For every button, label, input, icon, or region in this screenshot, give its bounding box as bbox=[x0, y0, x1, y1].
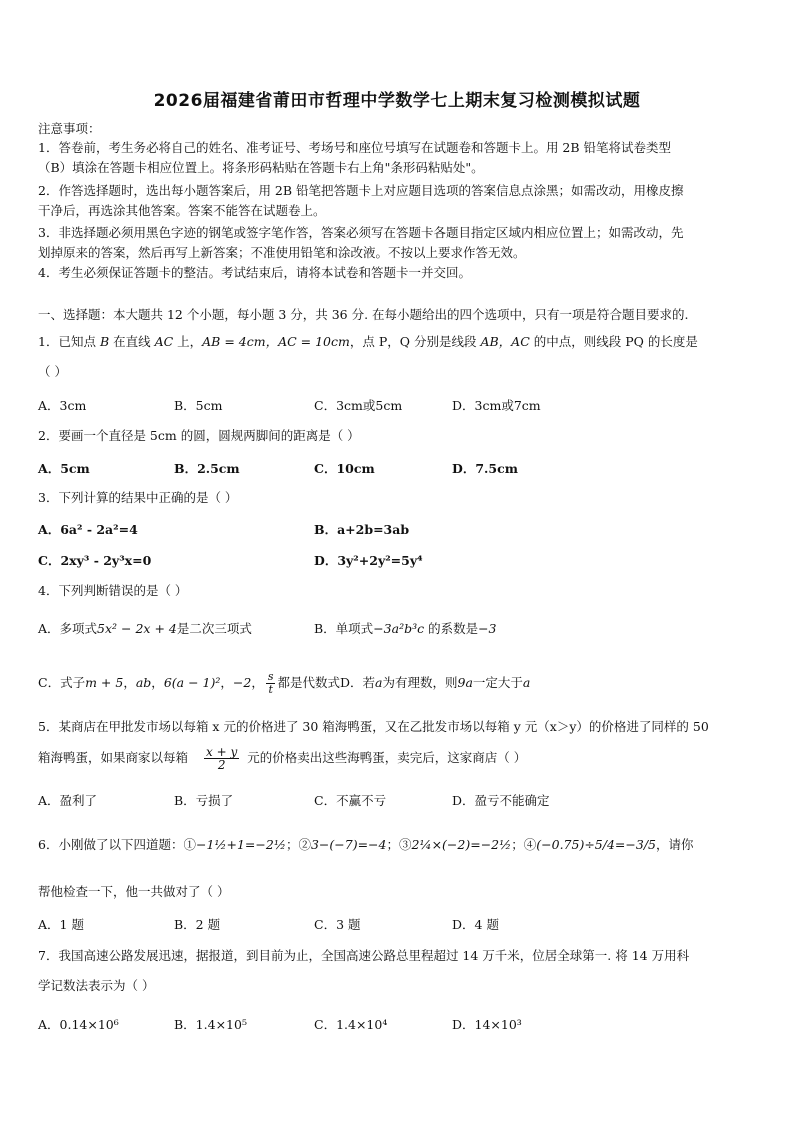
option-a[interactable]: A．1 题 bbox=[38, 917, 84, 932]
question-1-options bbox=[38, 396, 760, 416]
option-c[interactable]: C．10cm bbox=[314, 461, 375, 476]
question-5-options bbox=[38, 791, 760, 811]
question-4-options-row2 bbox=[38, 667, 760, 697]
question-7-options bbox=[38, 1015, 760, 1035]
option-a[interactable]: A．0.14×10⁶ bbox=[38, 1017, 119, 1032]
notice-line: 3．非选择题必须用黑色字迹的钢笔或签字笔作答，答案必须写在答题卡各题目指定区域内相应位置上；如需改动，先 bbox=[38, 225, 684, 240]
question-4-stem: 4．下列判断错误的是（ ） bbox=[38, 583, 188, 598]
question-6-line2: 帮他检查一下，他一共做对了（ ） bbox=[38, 884, 230, 899]
section-heading: 一、选择题：本大题共 12 个小题，每小题 3 分，共 36 分. 在每小题给出的四个选项中，只有一项是符合题目要求的. bbox=[38, 307, 689, 322]
option-b[interactable]: B．单项式−3a²b³c 的系数是−3 bbox=[314, 621, 497, 636]
question-2-stem: 2．要画一个直径是 5cm 的圆，圆规两脚间的距离是（ ） bbox=[38, 428, 360, 443]
option-a[interactable]: A．6a² - 2a²=4 bbox=[38, 522, 138, 537]
notice-heading: 注意事项： bbox=[38, 121, 101, 136]
page-title: 2026届福建省莆田市哲理中学数学七上期末复习检测模拟试题 bbox=[153, 91, 641, 111]
notice-line: 1．答卷前，考生务必将自己的姓名、准考证号、考场号和座位号填写在试题卷和答题卡上。用 2B 铅笔将试卷类型 bbox=[38, 140, 672, 155]
notice-line: 干净后，再选涂其他答案。答案不能答在试题卷上。 bbox=[38, 203, 326, 218]
option-d[interactable]: D．3y²+2y²=5y⁴ bbox=[314, 553, 423, 568]
option-b[interactable]: B．2.5cm bbox=[174, 461, 240, 476]
option-c[interactable]: C．式子m + 5，ab，6(a − 1)²，−2， $\frac{s}{t}$ 都是代数式D．若a为有理数，则9a一定大于a bbox=[38, 670, 531, 696]
option-c[interactable]: C．3 题 bbox=[314, 917, 361, 932]
option-c[interactable]: C．3cm或5cm bbox=[314, 398, 403, 413]
option-d[interactable]: D．盈亏不能确定 bbox=[452, 793, 550, 808]
option-d[interactable]: D．14×10³ bbox=[452, 1017, 522, 1032]
option-d[interactable]: D．若a为有理数，则9a一定大于a bbox=[340, 675, 531, 690]
notice-line: 4．考生必须保证答题卡的整洁。考试结束后，请将本试卷和答题卡一并交回。 bbox=[38, 265, 471, 280]
question-7-line2: 学记数法表示为（ ） bbox=[38, 978, 155, 993]
question-1-paren: （ ） bbox=[38, 364, 67, 379]
question-3-options-row2 bbox=[38, 551, 760, 571]
question-2-options bbox=[38, 459, 760, 479]
option-c[interactable]: C．1.4×10⁴ bbox=[314, 1017, 388, 1032]
question-7-line1: 7．我国高速公路发展迅速，据报道，到目前为止，全国高速公路总里程超过 14 万千米，位居全球第一. 将 14 万用科 bbox=[38, 948, 690, 963]
option-b[interactable]: B．1.4×10⁵ bbox=[174, 1017, 247, 1032]
option-b[interactable]: B．a+2b=3ab bbox=[314, 522, 410, 537]
option-a[interactable]: A．多项式5x² − 2x + 4是二次三项式 bbox=[38, 621, 252, 636]
option-c[interactable]: C．2xy³ - 2y³x=0 bbox=[38, 553, 152, 568]
question-1-stem: 1．已知点 B 在直线 AC 上，AB = 4cm，AC = 10cm，点 P，Q 分别是线段 AB，AC 的中点，则线段 PQ 的长度是 bbox=[38, 334, 698, 349]
option-c[interactable]: C．不赢不亏 bbox=[314, 793, 387, 808]
question-5-line1: 5．某商店在甲批发市场以每箱 x 元的价格进了 30 箱海鸭蛋，又在乙批发市场以每箱 y 元（x＞y）的价格进了同样的 50 bbox=[38, 719, 709, 734]
question-5-line2: 箱海鸭蛋，如果商家以每箱 $\frac{x + y}{2}$ 元的价格卖出这些海鸭蛋，卖完后，这家商店（ ） bbox=[38, 745, 527, 772]
option-d[interactable]: D．3cm或7cm bbox=[452, 398, 541, 413]
notice-line: 划掉原来的答案，然后再写上新答案；不准使用铅笔和涂改液。不按以上要求作答无效。 bbox=[38, 245, 526, 260]
option-a[interactable]: A．3cm bbox=[38, 398, 87, 413]
option-b[interactable]: B．亏损了 bbox=[174, 793, 234, 808]
question-3-options-row1 bbox=[38, 520, 760, 540]
notice-line: （B）填涂在答题卡相应位置上。将条形码粘贴在答题卡右上角"条形码粘贴处"。 bbox=[38, 160, 484, 175]
option-d[interactable]: D．4 题 bbox=[452, 917, 499, 932]
option-b[interactable]: B．2 题 bbox=[174, 917, 221, 932]
option-b[interactable]: B．5cm bbox=[174, 398, 223, 413]
option-a[interactable]: A．5cm bbox=[38, 461, 90, 476]
option-d[interactable]: D．7.5cm bbox=[452, 461, 518, 476]
question-4-options-row1 bbox=[38, 619, 760, 639]
option-a[interactable]: A．盈利了 bbox=[38, 793, 98, 808]
question-6-stem: 6．小刚做了以下四道题：①−1½+1=−2½；②3−(−7)=−4；③2¼×(−2)=−2½；④(−0.75)÷5/4=−3/5，请你 bbox=[38, 837, 694, 852]
notice-line: 2．作答选择题时，选出每小题答案后，用 2B 铅笔把答题卡上对应题目选项的答案信息点涂黑；如需改动，用橡皮擦 bbox=[38, 183, 684, 198]
question-6-options bbox=[38, 915, 760, 935]
question-3-stem: 3．下列计算的结果中正确的是（ ） bbox=[38, 490, 238, 505]
